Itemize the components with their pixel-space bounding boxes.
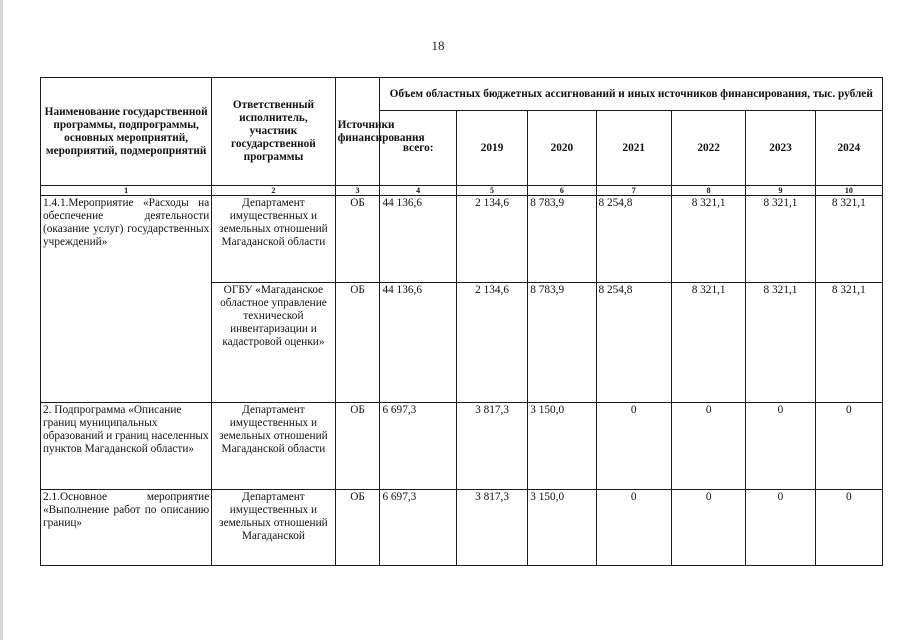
row-total: 6 697,3 <box>380 403 456 490</box>
row-value-2022: 0 <box>671 490 745 566</box>
row-total: 44 136,6 <box>380 283 456 403</box>
row-value-2024: 0 <box>815 490 882 566</box>
header-executor: Ответственный исполнитель, участник государственной программы <box>212 78 335 186</box>
row-source: ОБ <box>335 490 380 566</box>
col-number: 10 <box>815 186 882 196</box>
row-value-2023: 8 321,1 <box>746 283 815 403</box>
row-value-2023: 0 <box>746 403 815 490</box>
row-value-2020: 3 150,0 <box>528 403 596 490</box>
col-number: 6 <box>528 186 596 196</box>
row-executor: ОГБУ «Магаданское областное управление технической инвентаризации и кадастровой оценки» <box>212 283 335 403</box>
row-total: 44 136,6 <box>380 196 456 283</box>
header-row-1 <box>41 78 883 111</box>
col-number: 5 <box>456 186 527 196</box>
row-value-2022: 8 321,1 <box>671 283 745 403</box>
row-value-2019: 3 817,3 <box>456 403 527 490</box>
header-year-2020: 2020 <box>528 111 596 186</box>
row-value-2019: 2 134,6 <box>456 196 527 283</box>
row-value-2023: 0 <box>746 490 815 566</box>
row-executor: Департамент имущественных и земельных отношений Магаданской области <box>212 196 335 283</box>
row-name: 1.4.1.Мероприятие «Расходы на обеспечение деятельности (оказание услуг) государственных учреждений» <box>41 196 212 403</box>
header-total: всего: <box>380 111 456 186</box>
row-value-2021: 8 254,8 <box>596 283 671 403</box>
header-year-2022: 2022 <box>671 111 745 186</box>
header-year-2019: 2019 <box>456 111 527 186</box>
row-value-2021: 0 <box>596 490 671 566</box>
col-number: 1 <box>41 186 212 196</box>
header-source: Источники финансирования <box>335 78 380 186</box>
row-value-2020: 8 783,9 <box>528 196 596 283</box>
row-value-2024: 8 321,1 <box>815 283 882 403</box>
table-row <box>41 196 883 283</box>
page-edge-line <box>0 0 3 640</box>
header-year-2021: 2021 <box>596 111 671 186</box>
row-value-2021: 0 <box>596 403 671 490</box>
row-value-2024: 8 321,1 <box>815 196 882 283</box>
row-value-2021: 8 254,8 <box>596 196 671 283</box>
page-number: 18 <box>431 38 445 53</box>
table-row <box>41 490 883 566</box>
row-source: ОБ <box>335 196 380 283</box>
header-year-2023: 2023 <box>746 111 815 186</box>
header-name: Наименование государственной программы, подпрограммы, основных мероприятий, мероприятий, подмероприятий <box>41 78 212 186</box>
column-number-row <box>41 186 883 196</box>
col-number: 3 <box>335 186 380 196</box>
row-name: 2. Подпрограмма «Описание границ муниципальных образований и границ населенных пунктов Магаданской области» <box>41 403 212 490</box>
row-value-2022: 8 321,1 <box>671 196 745 283</box>
header-year-2024: 2024 <box>815 111 882 186</box>
row-value-2020: 8 783,9 <box>528 283 596 403</box>
table-row <box>41 403 883 490</box>
row-source: ОБ <box>335 403 380 490</box>
row-source: ОБ <box>335 283 380 403</box>
row-value-2019: 3 817,3 <box>456 490 527 566</box>
col-number: 9 <box>746 186 815 196</box>
row-executor: Департамент имущественных и земельных отношений Магаданской области <box>212 403 335 490</box>
col-number: 8 <box>671 186 745 196</box>
header-volume: Объем областных бюджетных ассигнований и иных источников финансирования, тыс. рублей <box>380 78 883 111</box>
col-number: 7 <box>596 186 671 196</box>
row-value-2022: 0 <box>671 403 745 490</box>
row-total: 6 697,3 <box>380 490 456 566</box>
row-value-2019: 2 134,6 <box>456 283 527 403</box>
row-executor: Департамент имущественных и земельных отношений Магаданской <box>212 490 335 566</box>
col-number: 4 <box>380 186 456 196</box>
row-value-2020: 3 150,0 <box>528 490 596 566</box>
row-value-2024: 0 <box>815 403 882 490</box>
col-number: 2 <box>212 186 335 196</box>
row-name: 2.1.Основное мероприятие «Выполнение работ по описанию границ» <box>41 490 212 566</box>
row-value-2023: 8 321,1 <box>746 196 815 283</box>
budget-table <box>40 77 883 566</box>
